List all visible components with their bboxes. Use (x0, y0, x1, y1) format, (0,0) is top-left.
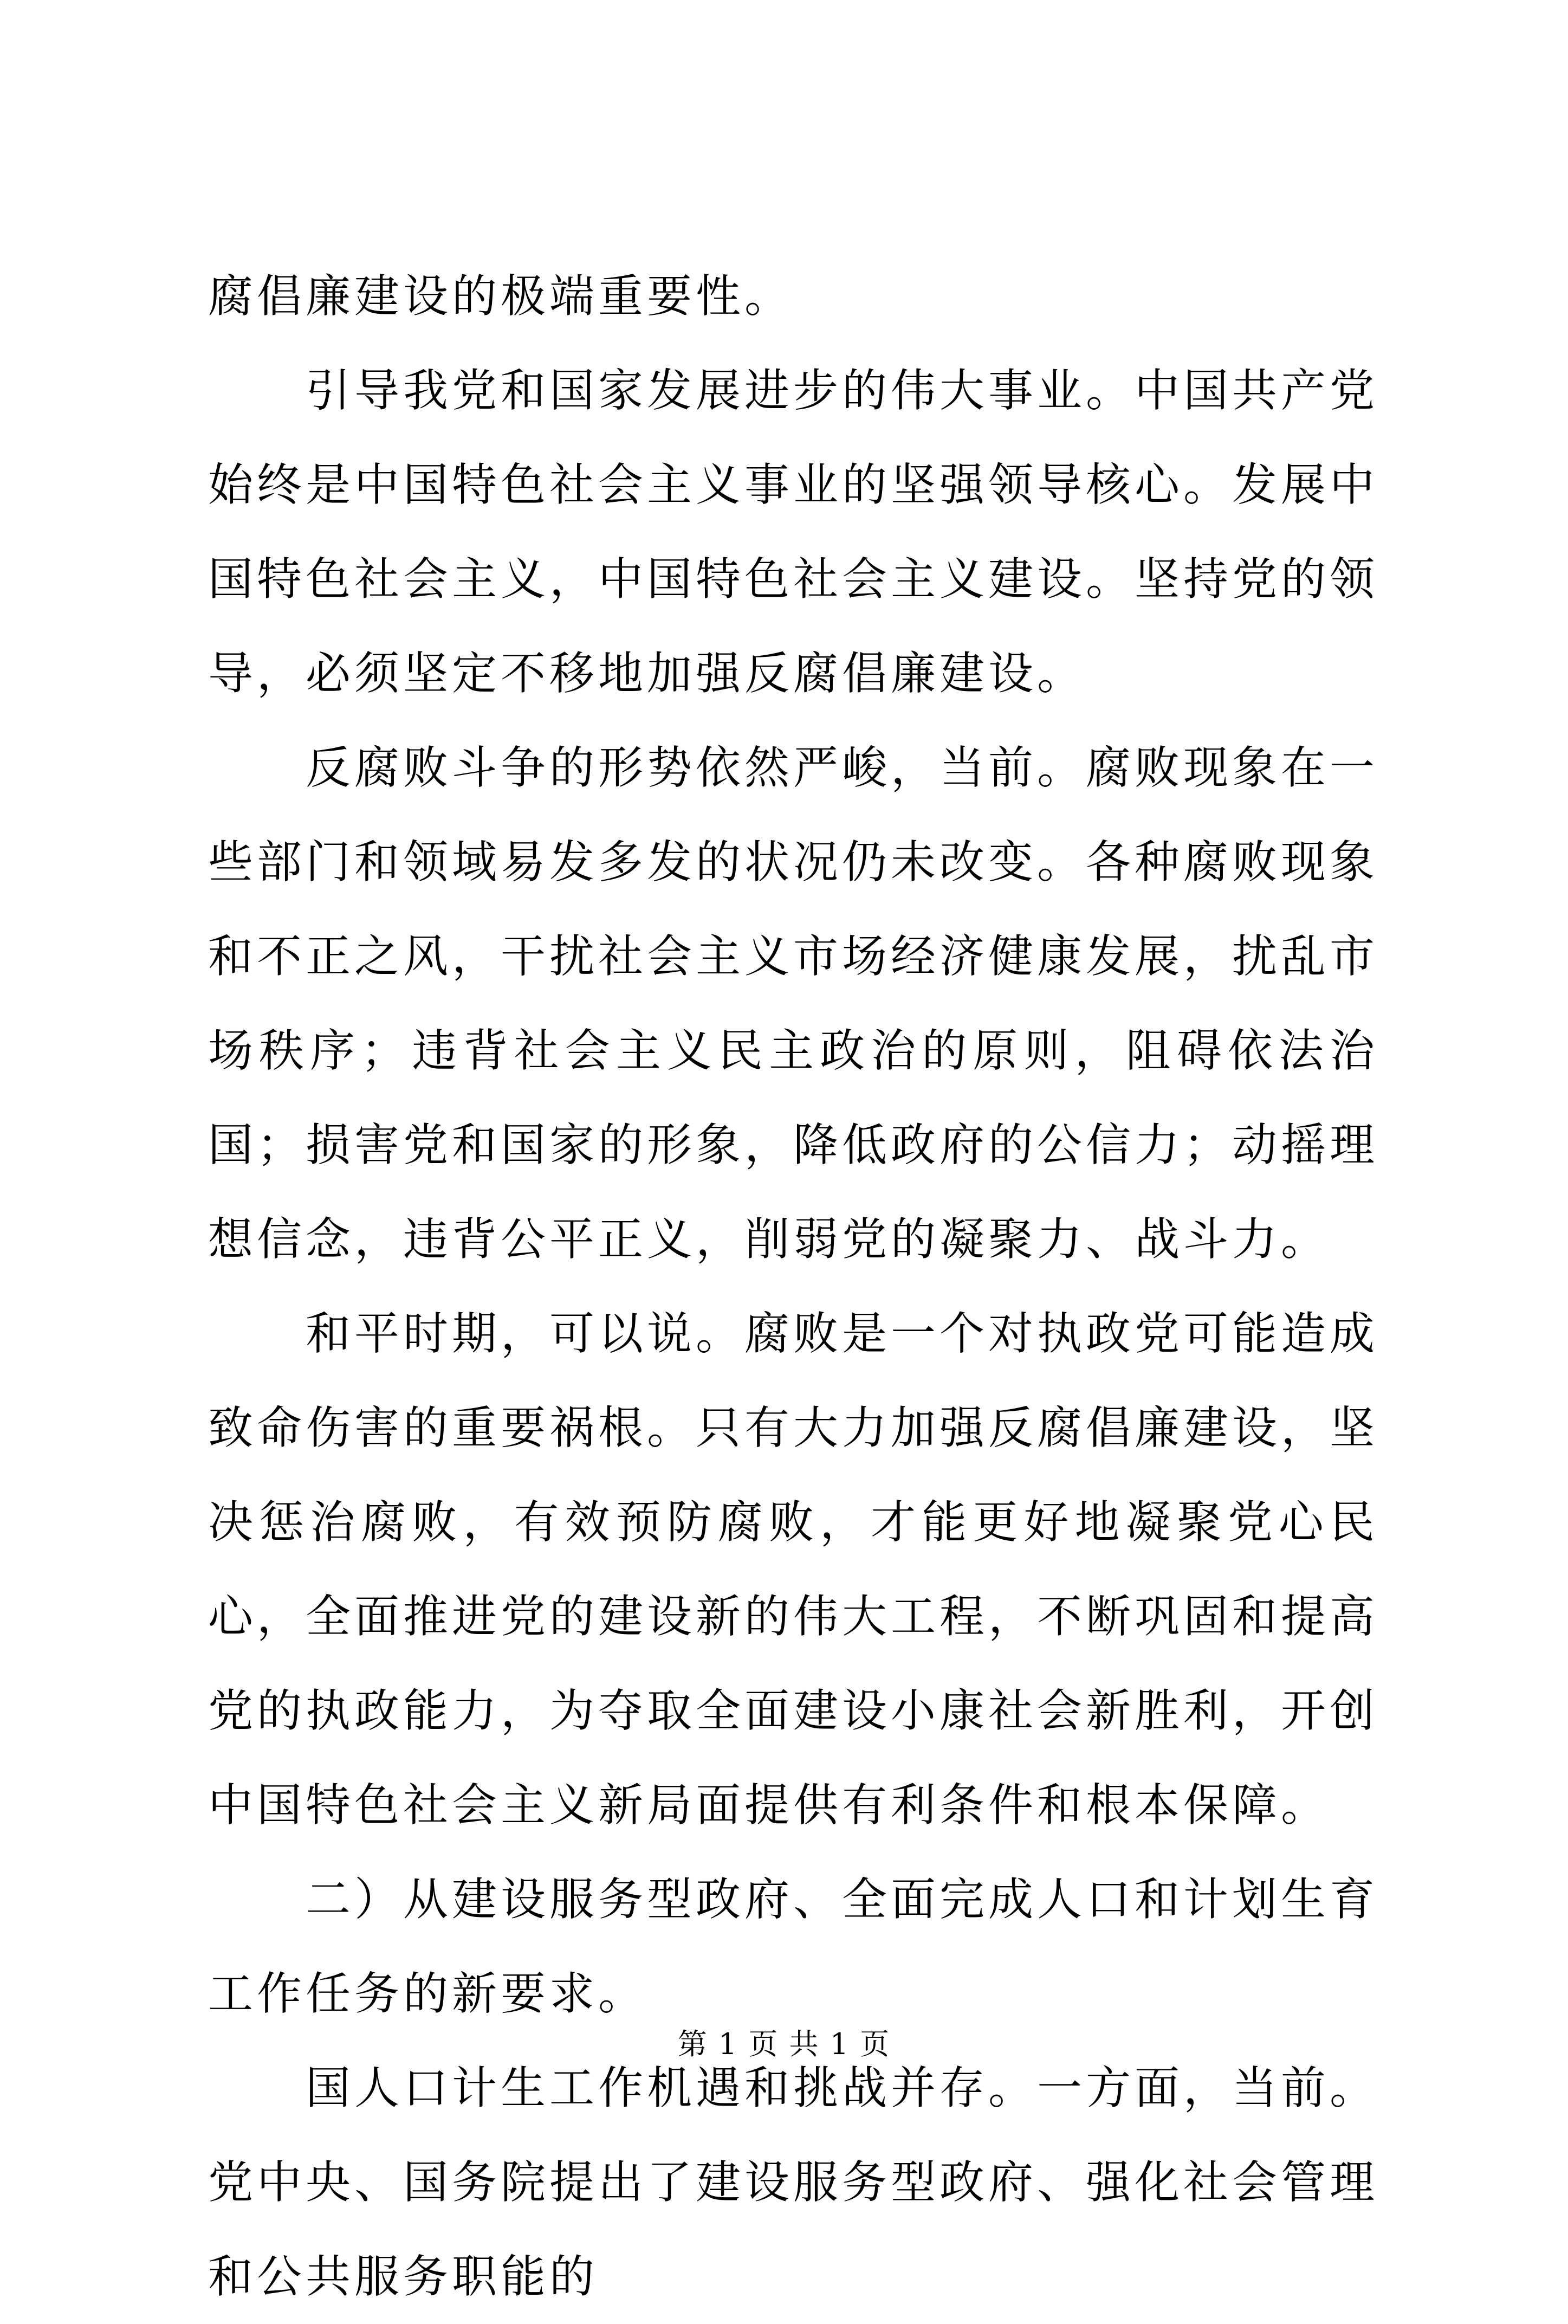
paragraph-1: 腐倡廉建设的极端重要性。 (208, 270, 793, 322)
paragraph-3: 反腐败斗争的形势依然严峻，当前。腐败现象在一些部门和领域易发多发的状况仍未改变。各种腐败现象和不正之风，干扰社会主义市场经济健康发展，扰乱市场秩序；违背社会主义民主政治的原则，阻碍依法治国；损害党和国家的形象，降低政府的公信力；动摇理想信念，违背公平正义，削弱党的凝聚力、战斗力。 (208, 741, 1378, 1266)
document-body (208, 249, 1378, 2324)
page-number-footer: 第 1 页 共 1 页 (677, 2027, 891, 2061)
paragraph-5: 二）从建设服务型政府、全面完成人口和计划生育工作任务的新要求。 (208, 1873, 1378, 2020)
paragraph-4: 和平时期，可以说。腐败是一个对执政党可能造成致命伤害的重要祸根。只有大力加强反腐倡廉建设，坚决惩治腐败，有效预防腐败，才能更好地凝聚党心民心，全面推进党的建设新的伟大工程，不断巩固和提高党的执政能力，为夺取全面建设小康社会新胜利，开创中国特色社会主义新局面提供有利条件和根本保障。 (208, 1307, 1378, 1831)
paragraph-2: 引导我党和国家发展进步的伟大事业。中国共产党始终是中国特色社会主义事业的坚强领导核心。发展中国特色社会主义，中国特色社会主义建设。坚持党的领导，必须坚定不移地加强反腐倡廉建设。 (208, 364, 1378, 700)
paragraph-6: 国人口计生工作机遇和挑战并存。一方面，当前。党中央、国务院提出了建设服务型政府、强化社会管理和公共服务职能的 (208, 2062, 1378, 2303)
